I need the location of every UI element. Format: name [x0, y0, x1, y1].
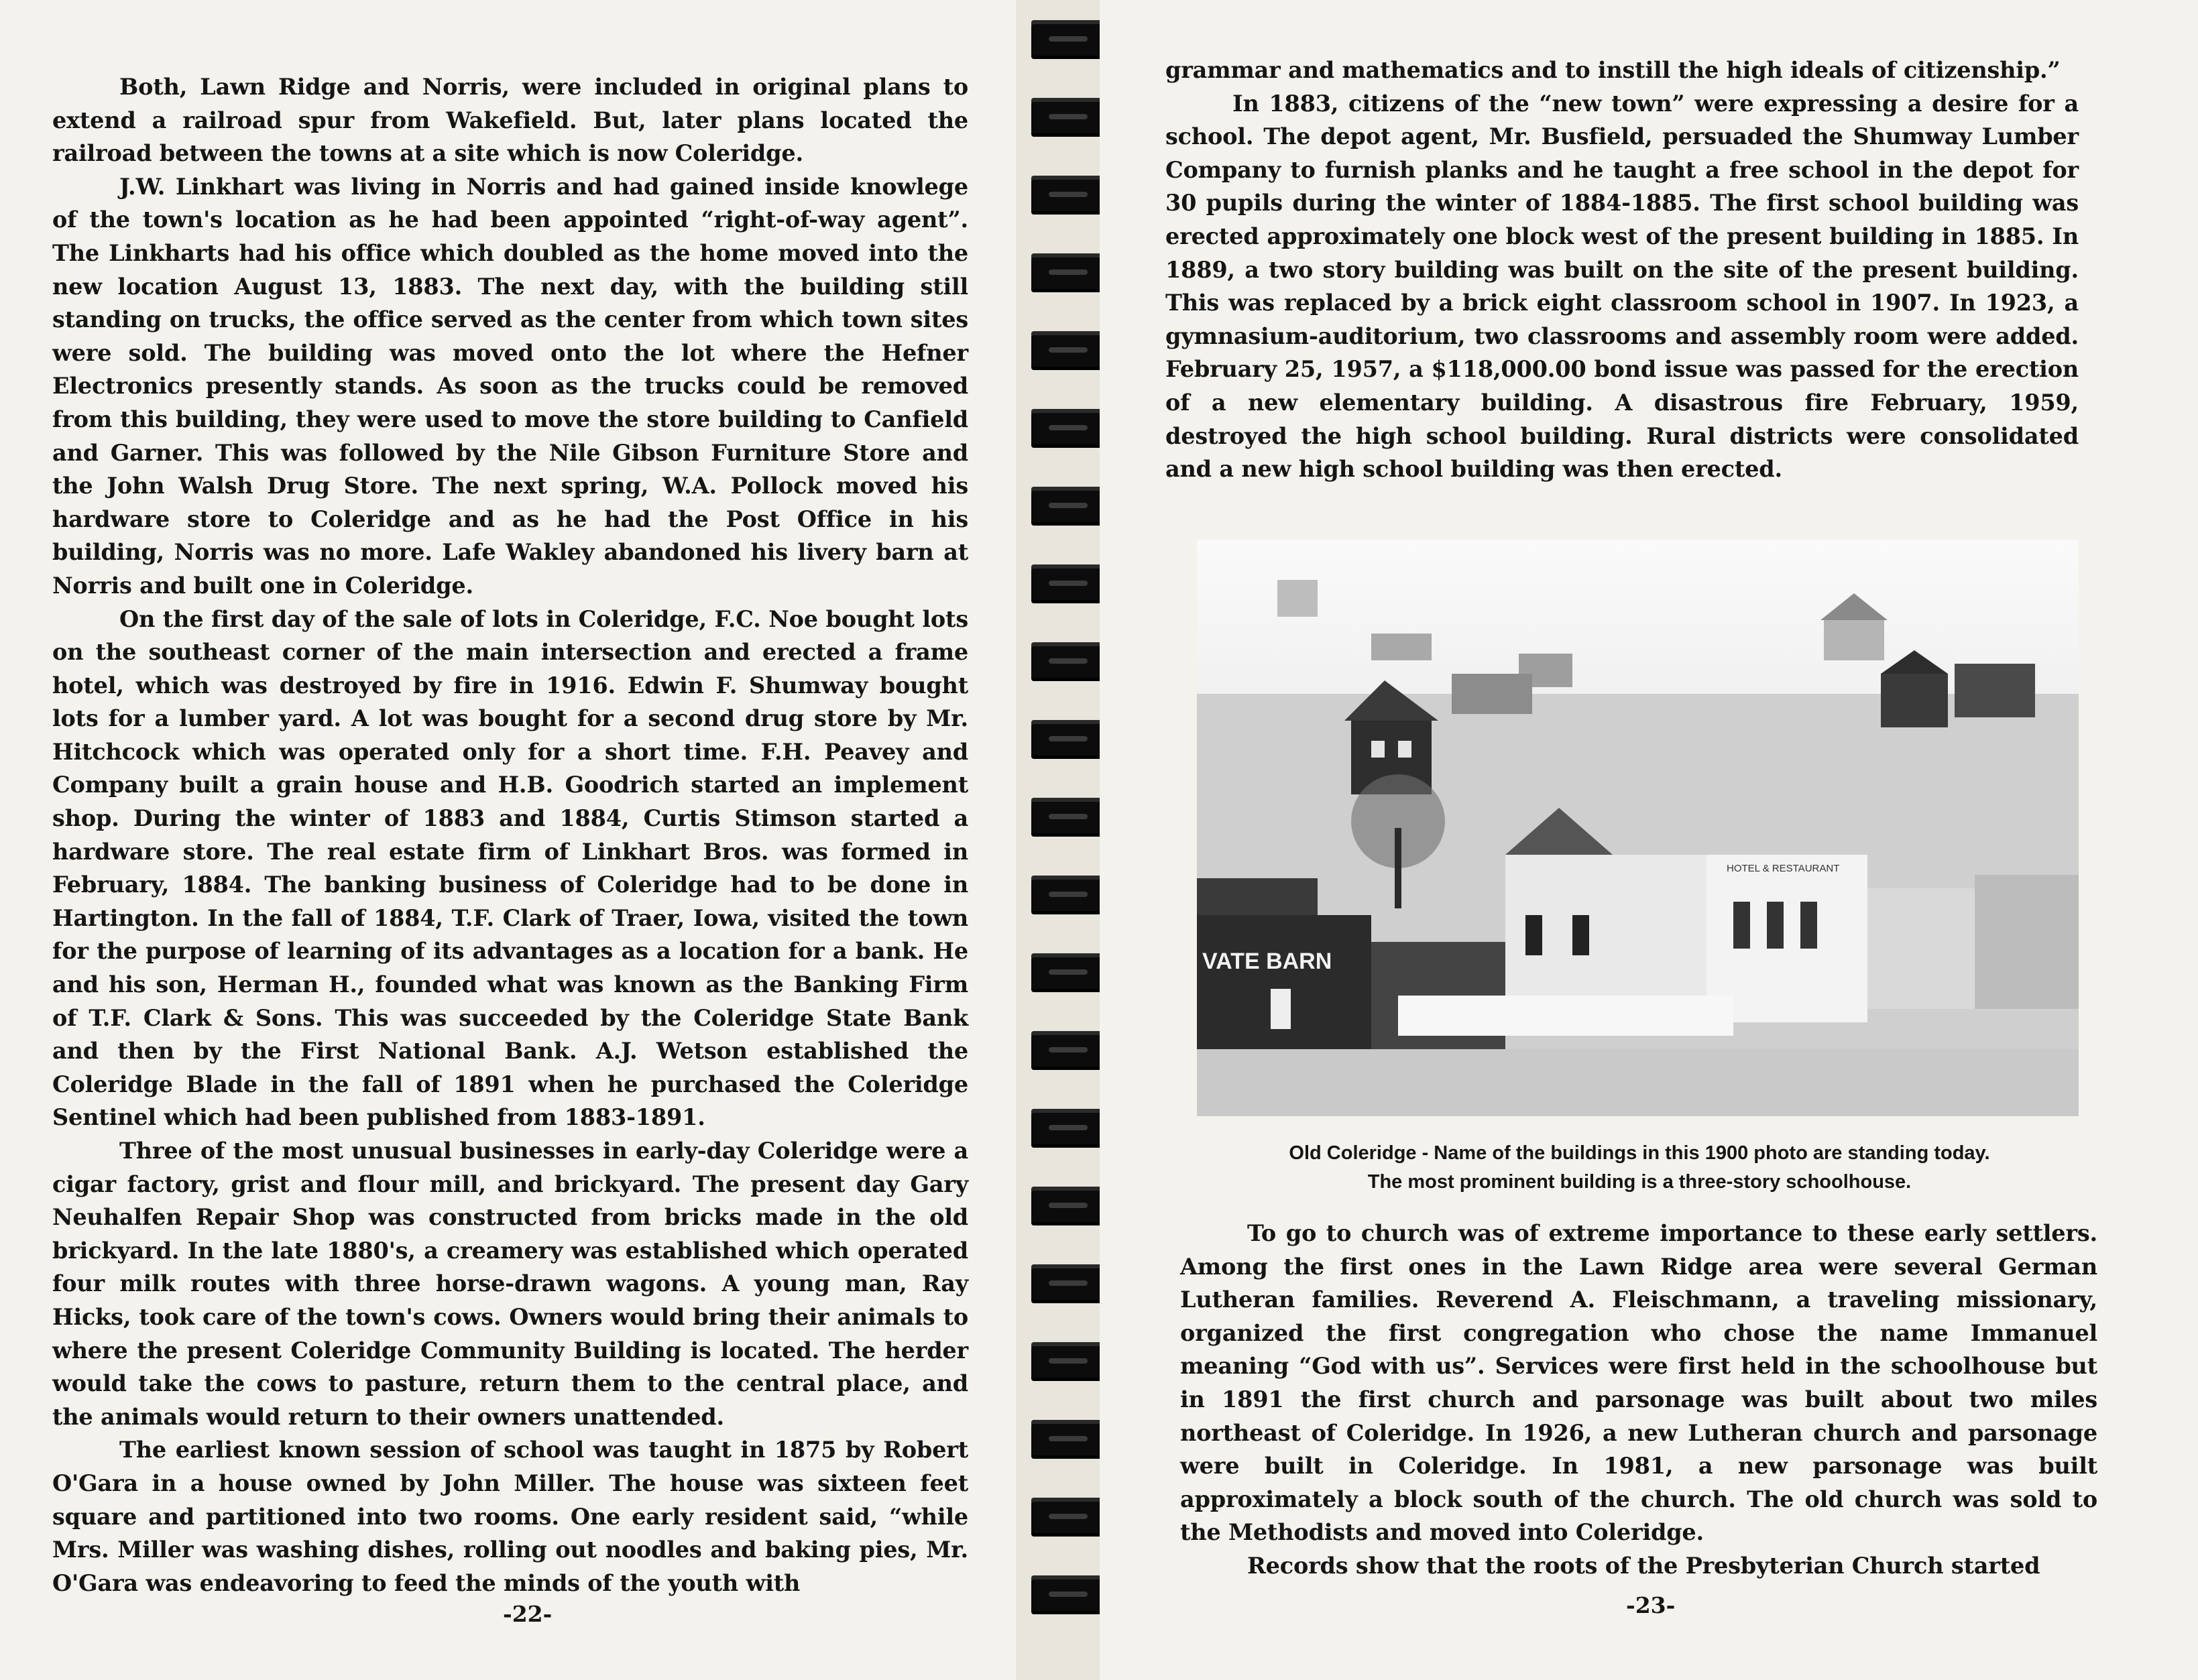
- binding-ring: [1031, 176, 1105, 215]
- paragraph: Three of the most unusual businesses in early-day Coleridge were a cigar factory, grist and flour mill, and brickyard. The present day Gary Neuhalfen Repair Shop was constructed from bricks made in the old brickyard. In the late 1880's, a creamery was established which operated four milk routes with three horse-drawn wagons. A young man, Ray Hicks, took care of the town's cows. Owners would bring their animals to where the present Coleridge Community Building is located. The herder would take the cows to pasture, return them to the central place, and the animals would return to their owners unattended.: [52, 1138, 968, 1430]
- binding-ring: [1031, 1420, 1105, 1459]
- binding-ring: [1031, 487, 1105, 526]
- hotel-sign: HOTEL & RESTAURANT: [1727, 863, 1840, 874]
- binding-ring: [1031, 798, 1105, 837]
- binding-ring: [1031, 1031, 1105, 1070]
- photo-caption-line-1: Old Coleridge - Name of the buildings in this 1900 photo are standing today.: [1289, 1142, 1990, 1164]
- left-page-text: [52, 70, 968, 1600]
- binding-ring: [1031, 1109, 1105, 1148]
- right-page-text-top: [1165, 54, 2079, 486]
- old-coleridge-photo: [1197, 540, 2079, 1116]
- binding-ring: [1031, 720, 1105, 759]
- binding-ring: [1031, 253, 1105, 292]
- paragraph: grammar and mathematics and to instill the high ideals of citizenship.”: [1165, 57, 2061, 83]
- left-page: [0, 0, 1033, 1680]
- right-page-text-bottom: [1180, 1217, 2097, 1583]
- page-number-right: -23-: [1626, 1592, 1676, 1618]
- paragraph: J.W. Linkhart was living in Norris and had gained inside knowlege of the town's location as he had been appointed “right-of-way agent”. The Linkharts had his office which doubled as the home moved into the new location August 13, 1883. The next day, with the building still standing on trucks, the office served as the center from which town sites were sold. The building was moved onto the lot where the Hefner Electronics presently stands. As soon as the trucks could be removed from this building, they were used to move the store building to Canfield and Garner. This was followed by the Nile Gibson Furniture Store and the John Walsh Drug Store. The next spring, W.A. Pollock moved his hardware store to Coleridge and as he had the Post Office in his building, Norris was no more. Lafe Wakley abandoned his livery barn at Norris and built one in Coleridge.: [52, 173, 968, 599]
- paragraph: Both, Lawn Ridge and Norris, were included in original plans to extend a railroad spur from Wakefield. But, later plans located the railroad between the towns at a site which is now Coleridge.: [52, 74, 968, 167]
- binding-ring: [1031, 564, 1105, 603]
- binding-ring: [1031, 1187, 1105, 1225]
- paragraph: The earliest known session of school was taught in 1875 by Robert O'Gara in a house owned by John Miller. The house was sixteen feet square and partitioned into two rooms. One early resident said, “while Mrs. Miller was washing dishes, rolling out noodles and baking pies, Mr. O'Gara was endeavoring to feed the minds of the youth with: [52, 1437, 968, 1596]
- binding-ring: [1031, 1575, 1105, 1614]
- binding-ring: [1031, 953, 1105, 992]
- paragraph: In 1883, citizens of the “new town” were expressing a desire for a school. The depot agent, Mr. Busfield, persuaded the Shumway Lumber Company to furnish planks and he taught a free school in the depot for 30 pupils during the winter of 1884-1885. The first school building was erected approximately one block west of the present building in 1885. In 1889, a two story building was built on the site of the present building. This was replaced by a brick eight classroom school in 1907. In 1923, a gymnasium-auditorium, two classrooms and assembly room were added. February 25, 1957, a $118,000.00 bond issue was passed for the erection of a new elementary building. A disastrous fire February, 1959, destroyed the high school building. Rural districts were consolidated and a new high school building was then erected.: [1165, 90, 2079, 483]
- binding-ring: [1031, 1342, 1105, 1381]
- binding-ring: [1031, 20, 1105, 59]
- binding-ring: [1031, 331, 1105, 370]
- binding-ring: [1031, 876, 1105, 914]
- livery-barn-sign: VATE BARN: [1202, 949, 1332, 974]
- paragraph: To go to church was of extreme importance to these early settlers. Among the first ones in the Lawn Ridge area were several German Lutheran families. Reverend A. Fleischmann, a traveling missionary, organized the first congregation who chose the name Immanuel meaning “God with us”. Services were first held in the schoolhouse but in 1891 the first church and parsonage was built about two miles northeast of Coleridge. In 1926, a new Lutheran church and parsonage were built in Coleridge. In 1981, a new parsonage was built approximately a block south of the church. The old church was sold to the Methodists and moved into Coleridge.: [1180, 1220, 2097, 1546]
- binding-ring: [1031, 642, 1105, 681]
- paragraph: On the first day of the sale of lots in Coleridge, F.C. Noe bought lots on the southeast corner of the main intersection and erected a frame hotel, which was destroyed by fire in 1916. Edwin F. Shumway bought lots for a lumber yard. A lot was bought for a second drug store by Mr. Hitchcock which was operated only for a short time. F.H. Peavey and Company built a grain house and H.B. Goodrich started an implement shop. During the winter of 1883 and 1884, Curtis Stimson started a hardware store. The real estate firm of Linkhart Bros. was formed in February, 1884. The banking business of Coleridge had to be done in Hartington. In the fall of 1884, T.F. Clark of Traer, Iowa, visited the town for the purpose of learning of its advantages as a location for a bank. He and his son, Herman H., founded what was known as the Banking Firm of T.F. Clark & Sons. This was succeeded by the Coleridge State Bank and then by the First National Bank. A.J. Wetson established the Coleridge Blade in the fall of 1891 when he purchased the Coleridge Sentinel which had been published from 1883-1891.: [52, 605, 968, 1131]
- page-number-left: -22-: [503, 1601, 553, 1627]
- binding-ring: [1031, 1264, 1105, 1303]
- binding-ring: [1031, 98, 1105, 137]
- binding-ring: [1031, 1498, 1105, 1537]
- paragraph: Records show that the roots of the Presbyterian Church started: [1247, 1552, 2040, 1579]
- photo-caption-line-2: The most prominent building is a three-story schoolhouse.: [1367, 1171, 1912, 1193]
- binding-ring: [1031, 409, 1105, 448]
